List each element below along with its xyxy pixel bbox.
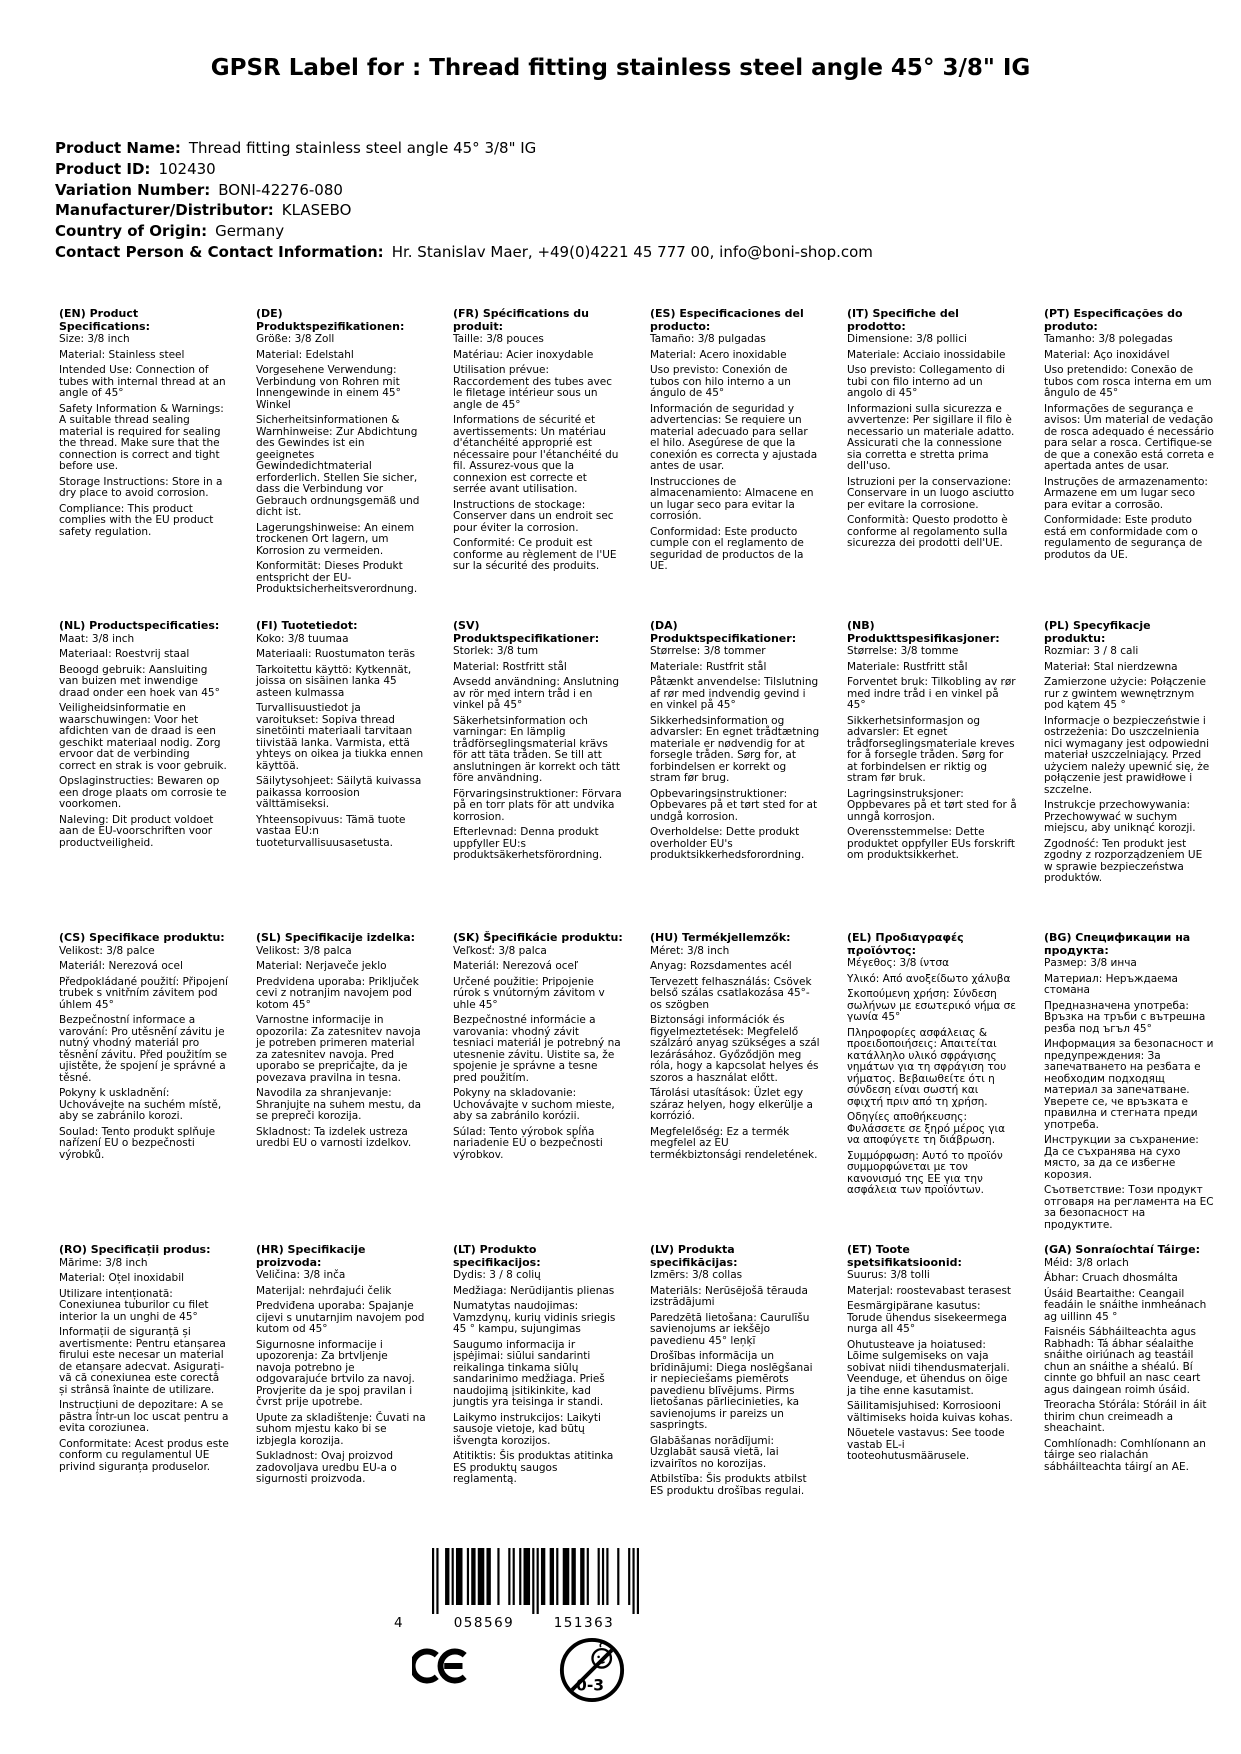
spec-line: Intended Use: Connection of tubes with internal thread at an angle of 45° [59,364,226,399]
age-warning-0-3-icon [558,1636,626,1708]
age-warning-label: 0-3 [576,1676,605,1695]
spec-line: Συμμόρφωση: Αυτό το προϊόν συμμορφώνεται με τον κανονισμό της ΕΕ για την ασφάλεια των προϊόντων. [847,1149,1003,1196]
spec-block-header: (GA) Sonraíochtaí Táirge: [1044,1243,1200,1256]
spec-line: Yhteensopivuus: Tämä tuote vastaa EU:n tuoteturvallisuusasetusta. [256,813,406,849]
spec-line: Conformité: Ce produit est conforme au règlement de l'UE sur la sécurité des produits. [453,537,617,572]
spec-line: Sigurnosne informacije i upozorenja: Za brtvljenje navoja potrebno je odgovarajuće brtvilo za navoj. Provjerite da je spoj pravilan i čvrst prije upotrebe. [256,1338,415,1408]
field-label: Variation Number: [55,180,211,199]
barcode-bar [436,1548,438,1614]
barcode-bar [508,1548,510,1605]
spec-line: Storage Instructions: Store in a dry place to avoid corrosion. [59,475,223,499]
spec-block-header: (SV) Produktspecifikationer: [453,619,600,645]
spec-line: Eesmärgipärane kasutus: Torude ühendus sisekeermega nurga all 45° [847,1300,1007,1335]
spec-grid [59,308,1214,1556]
spec-block-header: (BG) Спецификации на продукта: [1044,931,1191,957]
barcode-bar [587,1548,589,1605]
spec-block-header: (HU) Termékjellemzők: [650,931,791,944]
spec-block-nb [847,620,1017,932]
spec-line: Velikost: 3/8 palce [59,944,155,957]
spec-line: Tamanho: 3/8 polegadas [1044,333,1173,345]
spec-block-hr [256,1244,426,1556]
spec-line: Conformità: Questo prodotto è conforme al regolamento sulla sicurezza dei prodotti dell'UE. [847,514,1008,549]
barcode-bar [580,1548,584,1605]
barcode-bar [524,1548,531,1605]
spec-line: Materiale: Rustfritt stål [847,660,968,673]
barcode-bar [471,1548,475,1605]
spec-block-header: (ET) Toote spetsifikatsioonid: [847,1243,962,1269]
spec-line: Uso pretendido: Conexão de tubos com rosca interna em um ângulo de 45° [1044,364,1212,399]
barcode-bar [571,1548,575,1605]
spec-line: Comhlíonadh: Comhlíonann an táirge seo rialachán sábháilteachta táirgí an AE. [1044,1437,1206,1473]
spec-line: Size: 3/8 inch [59,333,130,345]
barcode-bar [637,1548,639,1614]
spec-line: Størrelse: 3/8 tommer [650,645,766,657]
spec-block-lt [453,1244,623,1556]
barcode-bar [617,1548,619,1605]
spec-line: Paredzētā lietošana: Caurulīšu savienojums ar iekšējo pavedienu 45° leņķī [650,1311,810,1347]
spec-line: Numatytas naudojimas: Vamzdynų, kurių vidinis sriegis 45 ° kampu, sujungimas [453,1300,616,1335]
spec-line: Velikost: 3/8 palca [256,944,352,957]
spec-line: Glabāšanas norādījumi: Uzglabāt sausā vietā, lai izvairītos no korozijas. [650,1434,779,1470]
spec-line: Sukladnost: Ovaj proizvod zadovoljava uredbu EU-a o sigurnosti proizvoda. [256,1450,397,1485]
field-value: Germany [215,222,285,241]
spec-line: Sikkerhetsinformasjon og advarsler: Et egnet trådforseglingsmateriale kreves for å forsegle tråden. Sørg for at forbindelsen er riktig og stram før bruk. [847,714,1015,784]
spec-line: Υλικό: Από ανοξείδωτο χάλυβα [847,972,1011,985]
barcode-bar [541,1548,545,1605]
spec-line: Turvallisuustiedot ja varoitukset: Sopiva thread sinetöinti materiaali tarvitaan tiivistää lanka. Varmista, että yhteys on oikea ja tiukka ennen käyttöä. [256,702,424,772]
barcode-prefix-digit: 4 [394,1615,405,1631]
spec-block-header: (IT) Specifiche del prodotto: [847,307,959,333]
spec-line: Atitiktis: Šis produktas atitinka ES produktų saugos reglamentą. [453,1450,614,1485]
barcode-bar [628,1548,630,1605]
spec-line: Lagerungshinweise: An einem trockenen Ort lagern, um Korrosion zu vermeiden. [256,521,415,557]
spec-line: Μέγεθος: 3/8 ίντσα [847,957,950,969]
spec-line: Instrukcje przechowywania: Przechowywać w suchym miejscu, aby uniknąć korozji. [1044,799,1196,834]
spec-block-header: (SL) Specifikacije izdelka: [256,931,416,944]
spec-line: Materiaal: Roestvrij staal [59,648,190,660]
spec-line: Informações de segurança e avisos: Um material de vedação de rosca adequado é necessário para selar a rosca. Certifique-se de que a conexão está correta e apertada antes de usar. [1044,402,1214,472]
spec-block-en [59,308,229,620]
spec-line: Conformidad: Este producto cumple con el reglamento de seguridad de productos de la UE. [650,525,804,572]
barcode-bar [556,1548,558,1605]
spec-block-header: (PT) Especificações do produto: [1044,307,1183,333]
spec-line: Konformität: Dieses Produkt entspricht der EU-Produktsicherheitsverordnung. [256,560,418,595]
spec-block-header: (CS) Specifikace produktu: [59,931,225,944]
spec-line: Ohutusteave ja hoiatused: Lõime sulgemiseks on vaja sobivat niidi tihendusmaterjali. Veenduge, et ühendus on õige ja tihe enne kasutamist. [847,1338,1010,1397]
field-label: Contact Person & Contact Information: [55,242,384,261]
spec-line: Soulad: Tento produkt splňuje nařízení EU o bezpečnosti výrobků. [59,1125,216,1161]
spec-line: Zgodność: Ten produkt jest zgodny z rozporządzeniem UE w sprawie bezpieczeństwa produktów. [1044,837,1203,884]
spec-line: Informazioni sulla sicurezza e avvertenze: Per sigillare il filo è necessario un materiale adatto. Assicurati che la connessione sia corretta e stretta prima dell'uso. [847,402,1015,472]
spec-block-header: (RO) Specificații produs: [59,1243,211,1256]
product-info-row [55,221,873,242]
spec-line: Efterlevnad: Denna produkt uppfyller EU:s produktsäkerhetsförordning. [453,826,603,861]
spec-line: Rozmiar: 3 / 8 cali [1044,645,1139,657]
spec-line: Istruzioni per la conservazione: Conservare in un luogo asciutto per evitare la corrosione. [847,475,1015,511]
spec-line: Storlek: 3/8 tum [453,645,539,657]
spec-line: Størrelse: 3/8 tomme [847,645,959,657]
spec-line: Förvaringsinstruktioner: Förvara på en torr plats för att undvika korrosion. [453,787,622,823]
spec-line: Safety Information & Warnings: A suitable thread sealing material is required for sealing the thread. Make sure that the connection is correct and tight before use. [59,402,224,472]
spec-line: Úsáid Beartaithe: Ceangail feadáin le snáithe inmheánach ag uillinn 45 ° [1044,1287,1207,1323]
spec-line: Forventet bruk: Tilkobling av rør med indre tråd i en vinkel på 45° [847,676,1016,711]
spec-line: Materiale: Acciaio inossidabile [847,348,1006,361]
barcode-bar [537,1548,539,1614]
barcode-bar [486,1548,490,1605]
spec-line: Overholdelse: Dette produkt overholder EU's produktsikkerhedsforordning. [650,826,805,861]
spec-line: Säkerhetsinformation och varningar: En lämplig trådförseglingsmaterial krävs för att täta tråden. Se till att anslutningen är korrekt och tätt före användning. [453,714,621,784]
spec-line: Drošības informācija un brīdinājumi: Diega noslēgšanai ir nepieciešams piemērots pavedienu blīvējums. Pirms lietošanas pārliecinieties, ka savienojums ir pareizs un saspringts. [650,1350,813,1431]
spec-line: Laikymo instrukcijos: Laikyti sausoje vietoje, kad būtų išvengta korozijos. [453,1411,601,1447]
spec-line: Material: Acero inoxidable [650,348,787,361]
spec-line: Material: Rostfritt stål [453,660,567,673]
spec-line: Varnostne informacije in opozorila: Za zatesnitev navoja je potreben primeren material za zatesnitev navoja. Pred uporabo se prepričajte, da je povezava pravilna in tesna. [256,1014,421,1084]
spec-block-hu [650,932,820,1244]
spec-line: Material: Oțel inoxidabil [59,1272,185,1284]
spec-block-ga [1044,1244,1214,1556]
spec-block-el [847,932,1017,1244]
spec-line: Compliance: This product complies with the EU product safety regulation. [59,502,214,538]
spec-block-header: (EN) Product Specifications: [59,307,151,333]
spec-line: Overensstemmelse: Dette produktet oppfyller EUs forskrift om produktsikkerhet. [847,826,1016,861]
spec-line: Tarkoitettu käyttö: Kytkennät, joissa on sisäinen lanka 45 asteen kulmassa [256,663,412,699]
spec-line: Veiligheidsinformatie en waarschuwingen: Voor het afdichten van de draad is een geschikt materiaal nodig. Zorg ervoor dat de verbinding correct en strak is voor gebruik. [59,702,227,772]
spec-line: Bezpečnostní informace a varování: Pro utěsnění závitu je nutný vhodný materiál pro těsnění závitu. Před použitím se ujistěte, že spojení je správné a těsné. [59,1014,227,1084]
spec-block-fr [453,308,623,620]
spec-block-header: (LV) Produkta specifikācijas: [650,1243,738,1269]
spec-line: Pokyny k uskladnění: Uchovávejte na suchém místě, aby se zabránilo korozi. [59,1087,222,1122]
spec-line: Maat: 3/8 inch [59,632,135,645]
ce-mark-icon [412,1642,470,1694]
spec-block-da [650,620,820,932]
barcode-bar [456,1548,463,1605]
spec-block-header: (LT) Produkto specifikacijos: [453,1243,541,1269]
barcode-bar [478,1548,485,1605]
spec-line: Suurus: 3/8 tolli [847,1269,930,1281]
spec-line: Ábhar: Cruach dhosmálta [1044,1272,1178,1284]
spec-block-header: (DE) Produktspezifikationen: [256,307,405,333]
spec-block-pt [1044,308,1214,620]
product-info-row [55,180,873,201]
field-value: Hr. Stanislav Maer, +49(0)4221 45 777 00, info@boni-shop.com [391,242,873,261]
spec-line: Anyag: Rozsdamentes acél [650,960,792,972]
spec-line: Predvidena uporaba: Priključek cevi z notranjim navojem pod kotom 45° [256,975,419,1011]
spec-line: Размер: 3/8 инча [1044,957,1137,969]
barcode-bars-icon [432,1548,639,1614]
spec-line: Predviđena uporaba: Spajanje cijevi s unutarnjim navojem pod kutom od 45° [256,1300,425,1335]
spec-line: Určené použitie: Pripojenie rúrok s vnútorným závitom v uhle 45° [453,975,605,1011]
barcode-bar [467,1548,469,1605]
spec-line: Informații de siguranță și avertismente: Pentru etanșarea firului este necesar un material de etanșare adecvat. Asigurați-vă că conexiunea este corectă și strânsă înainte de utilizare. [59,1326,226,1396]
spec-line: Материал: Неръждаема стомана [1044,972,1178,996]
spec-block-header: (SK) Špecifikácie produktu: [453,931,623,944]
field-value: 102430 [158,159,216,178]
spec-line: Biztonsági információk és figyelmeztetések: Megfelelő szálzáró anyag szükséges a szál lezárásához. Győződjön meg róla, hogy a kapcsolat helyes és szoros a használat előtt. [650,1014,820,1084]
spec-line: Instruções de armazenamento: Armazene em um lugar seco para evitar a corrosão. [1044,475,1208,511]
spec-line: Uso previsto: Collegamento di tubi con filo interno ad un angolo di 45° [847,364,1006,399]
barcode-bar [497,1548,499,1605]
spec-line: Material: Edelstahl [256,348,354,361]
spec-line: Sikkerhedsinformation og advarsler: En egnet trådtætning materiale er nødvendig for at forsegle tråden. Sørg for, at forbindelsen er korrekt og stram før brug. [650,714,820,784]
spec-line: Información de seguridad y advertencias: Se requiere un material adecuado para sellar el hilo. Asegúrese de que la conexión es correcta y ajustada antes de usar. [650,402,818,472]
spec-block-header: (NL) Productspecificaties: [59,619,220,632]
spec-line: Avsedd användning: Anslutning av rör med intern tråd i en vinkel på 45° [453,676,620,711]
spec-line: Информация за безопасност и предупреждения: За запечатването на резбата е необходим подходящ материал за запечатване. Уверете се, че връзката е правилна и стегната преди употреба. [1044,1038,1214,1131]
product-info-row [55,159,873,180]
spec-line: Säilitamisjuhised: Korrosiooni vältimiseks hoida kuivas kohas. [847,1400,1013,1424]
field-value: BONI-42276-080 [218,180,343,199]
barcode-bar [452,1548,454,1605]
page-title: GPSR Label for : Thread fitting stainless steel angle 45° 3/8" IG [210,55,1031,81]
spec-line: Faisnéis Sábháilteachta agus Rabhadh: Tá ábhar séalaithe snáithe oiriúnach ag teastáil chun an snáithe a shéalú. Bí cinnte go bhfuil an nasc ceart agus daingean roimh úsáid. [1044,1326,1201,1396]
spec-block-sl [256,932,426,1244]
spec-line: Beoogd gebruik: Aansluiting van buizen met inwendige draad onder een hoek van 45° [59,663,220,699]
spec-block-bg [1044,932,1214,1244]
spec-line: Съответствие: Този продукт отговаря на регламента на ЕС за безопасност на продуктите. [1044,1184,1214,1231]
spec-line: Veličina: 3/8 inča [256,1269,346,1281]
spec-line: Veľkosť: 3/8 palca [453,944,547,957]
spec-line: Upute za skladištenje: Čuvati na suhom mjestu kako bi se izbjegla korozija. [256,1411,426,1447]
spec-block-header: (EL) Προδιαγραφές προϊόντος: [847,931,964,957]
spec-line: Instrucciones de almacenamiento: Almacene en un lugar seco para evitar la corrosión. [650,475,814,522]
spec-block-de [256,308,426,620]
product-info-row [55,242,873,263]
spec-line: Lagringsinstruksjoner: Oppbevares på et tørt sted for å unngå korrosjon. [847,787,1017,823]
spec-line: Größe: 3/8 Zoll [256,333,335,345]
spec-line: Treoracha Stórála: Stóráil in áit thirim chun creimeadh a sheachaint. [1044,1399,1207,1434]
spec-line: Säilytysohjeet: Säilytä kuivassa paikassa korroosion välttämiseksi. [256,775,422,810]
spec-line: Dimensione: 3/8 pollici [847,333,967,345]
spec-block-pl [1044,620,1214,932]
spec-block-header: (DA) Produktspecifikationer: [650,619,797,645]
product-info-row [55,200,873,221]
spec-line: Tárolási utasítások: Üzlet egy száraz helyen, hogy elkerülje a korrózió. [650,1087,813,1122]
spec-line: Pokyny na skladovanie: Uchovávajte v suchom mieste, aby sa zabránilo korózii. [453,1087,615,1122]
spec-line: Předpokládané použití: Připojení trubek s vnitřním závitem pod úhlem 45° [59,975,228,1011]
field-value: KLASEBO [281,201,352,220]
spec-line: Material: Stainless steel [59,348,185,361]
spec-line: Utilisation prévue: Raccordement des tubes avec le filetage intérieur sous un angle de 45° [453,364,613,411]
barcode-left-digits: 058569 [453,1615,515,1631]
spec-line: Materiaali: Ruostumaton teräs [256,648,416,660]
spec-line: Megfelelőség: Ez a termék megfelel az EU termékbiztonsági rendeletének. [650,1125,818,1161]
spec-line: Material: Nerjaveče jeklo [256,960,387,972]
spec-block-ro [59,1244,229,1556]
spec-line: Súlad: Tento výrobok spĺňa nariadenie EÚ o bezpečnosti výrobkov. [453,1125,603,1161]
spec-line: Matériau: Acier inoxydable [453,348,594,361]
spec-line: Izmērs: 3/8 collas [650,1269,743,1281]
field-label: Product Name: [55,139,181,157]
spec-line: Atbilstība: Šis produkts atbilst ES produktu drošības regulai. [650,1473,807,1497]
spec-line: Conformitate: Acest produs este conform cu regulamentul UE privind siguranța produselor. [59,1437,229,1473]
spec-line: Informations de sécurité et avertissements: Un matériau d'étanchéité approprié est nécessaire pour l'étanchéité du fil. Assurez-vous que la connexion est correcte et serrée avant utilisation. [453,414,619,495]
spec-line: Bezpečnostné informácie a varovania: vhodný závit tesniaci materiál je potrebný na utesnenie závitu. Uistite sa, že spojenie je správne a tesne pred použitím. [453,1014,621,1084]
spec-block-es [650,308,820,620]
spec-block-et [847,1244,1017,1556]
spec-line: Material: Aço inoxidável [1044,348,1170,361]
spec-line: Предназначена употреба: Връзка на тръби с вътрешна резба под ъгъл 45° [1044,999,1206,1035]
product-info [55,138,873,263]
spec-block-it [847,308,1017,620]
barcode-bar [598,1548,600,1605]
spec-block-header: (ES) Especificaciones del producto: [650,307,804,333]
field-label: Country of Origin: [55,222,208,241]
barcode-bar [602,1548,604,1605]
product-info-row [55,138,873,159]
spec-block-fi [256,620,426,932]
spec-line: Vorgesehene Verwendung: Verbindung von Rohren mit Innengewinde in einem 45° Winkel [256,364,401,411]
spec-block-header: (FI) Tuotetiedot: [256,619,358,632]
spec-line: Tamaño: 3/8 pulgadas [650,333,766,345]
spec-line: Instrucțiuni de depozitare: A se păstra într-un loc uscat pentru a evita coroziunea. [59,1399,229,1434]
spec-line: Dydis: 3 / 8 colių [453,1269,541,1281]
spec-line: Uso previsto: Conexión de tubos con hilo interno a un ángulo de 45° [650,364,791,399]
barcode-bar [532,1548,534,1614]
spec-line: Materjal: roostevabast terasest [847,1284,1012,1297]
barcode-bar [519,1548,521,1605]
spec-line: Materijal: nehrđajući čelik [256,1284,392,1297]
spec-line: Taille: 3/8 pouces [453,333,544,345]
spec-line: Naleving: Dit product voldoet aan de EU-voorschriften voor productveiligheid. [59,813,214,849]
spec-block-header: (HR) Specifikacije proizvoda: [256,1243,366,1269]
spec-line: Instructions de stockage: Conserver dans un endroit sec pour éviter la corrosion. [453,498,614,534]
barcode-bar [632,1548,634,1614]
spec-line: Méid: 3/8 orlach [1044,1256,1129,1269]
spec-line: Materiál: Nerezová oceľ [453,960,578,972]
spec-line: Medžiaga: Nerūdijantis plienas [453,1284,615,1297]
field-label: Product ID: [55,159,151,178]
spec-line: Σκοπούμενη χρήση: Σύνδεση σωλήνων με εσωτερικό νήμα σε γωνία 45° [847,988,1016,1023]
spec-line: Sicherheitsinformationen & Warnhinweise: Zur Abdichtung des Gewindes ist ein geeignetes Gewindedichtmaterial erforderlich. Stellen Sie sicher, dass die Verbindung vor Gebrauch ordnungsgemäß und dicht ist. [256,414,420,518]
spec-block-sk [453,932,623,1244]
field-label: Manufacturer/Distributor: [55,201,274,220]
barcode-bar [550,1548,554,1605]
spec-block-sv [453,620,623,932]
spec-block-cs [59,932,229,1244]
spec-line: Méret: 3/8 inch [650,944,730,957]
barcode-digits [394,1614,639,1632]
spec-line: Koko: 3/8 tuumaa [256,632,349,645]
spec-line: Οδηγίες αποθήκευσης: Φυλάσσετε σε ξηρό μέρος για να αποφύγετε τη διάβρωση. [847,1111,1006,1146]
spec-line: Materiāls: Nerūsējošā tērauda izstrādājumi [650,1284,808,1308]
spec-line: Materiál: Nerezová ocel [59,960,183,972]
spec-block-header: (FR) Spécifications du produit: [453,307,590,333]
spec-line: Navodila za shranjevanje: Shranjujte na suhem mestu, da se prepreči korozija. [256,1087,422,1122]
spec-line: Nõuetele vastavus: See toode vastab EL-i tooteohutusmäärusele. [847,1427,1005,1462]
spec-line: Informacje o bezpieczeństwie i ostrzeżenia: Do uszczelnienia nici wymagany jest odpowiedni materiał uszczelniający. Przed użyciem należy upewnić się, że połączenie jest prawidłowe i szczelne. [1044,714,1210,796]
barcode-bar [513,1548,515,1605]
spec-line: Skladnost: Ta izdelek ustreza uredbi EU o varnosti izdelkov. [256,1125,412,1149]
ean13-barcode [394,1548,639,1632]
spec-line: Инструкции за съхранение: Да се съхранява на сухо място, за да се избегне корозия. [1044,1134,1199,1181]
spec-line: Saugumo informacija ir įspėjimai: siūlui sandarinti reikalinga tinkama siūlų sandarinimo medžiaga. Prieš naudojimą įsitikinkite, kad jungtis yra teisinga ir standi. [453,1338,605,1408]
spec-line: Materiał: Stal nierdzewna [1044,660,1178,673]
barcode-bar [445,1548,449,1605]
field-value: Thread fitting stainless steel angle 45° 3/8" IG [188,139,537,157]
spec-line: Conformidade: Este produto está em conformidade com o regulamento de segurança de produtos da UE. [1044,514,1203,561]
spec-line: Påtænkt anvendelse: Tilslutning af rør med indvendig gevind i en vinkel på 45° [650,676,819,711]
spec-line: Πληροφορίες ασφάλειας & προειδοποιήσεις: Απαιτείται κατάλληλο υλικό σφράγισης νημάτων για τη σφράγιση του νήματος. Βεβαιωθείτε ότι η σύνδεση είναι σωστή και σφιχτή πριν από τη χρήση. [847,1026,1007,1108]
spec-block-header: (PL) Specyfikacje produktu: [1044,619,1151,645]
spec-block-header: (NB) Produkttspesifikasjoner: [847,619,1000,645]
spec-line: Utilizare intenționată: Conexiunea tuburilor cu filet interior la un unghi de 45° [59,1287,209,1323]
spec-line: Opslaginstructies: Bewaren op een droge plaats om corrosie te voorkomen. [59,775,227,810]
barcode-bar [563,1548,570,1605]
spec-line: Materiale: Rustfrit stål [650,660,767,673]
spec-line: Mărime: 3/8 inch [59,1256,148,1269]
spec-line: Opbevaringsinstruktioner: Opbevares på et tørt sted for at undgå korrosion. [650,787,818,823]
barcode-bar [432,1548,434,1614]
spec-block-nl [59,620,229,932]
spec-line: Zamierzone użycie: Połączenie rur z gwintem wewnętrznym pod kątem 45 ° [1044,676,1206,711]
barcode-bar [606,1548,608,1605]
barcode-right-digits: 151363 [553,1615,615,1631]
spec-block-lv [650,1244,820,1556]
spec-line: Tervezett felhasználás: Csövek belső szálas csatlakozása 45°-os szögben [650,975,812,1011]
